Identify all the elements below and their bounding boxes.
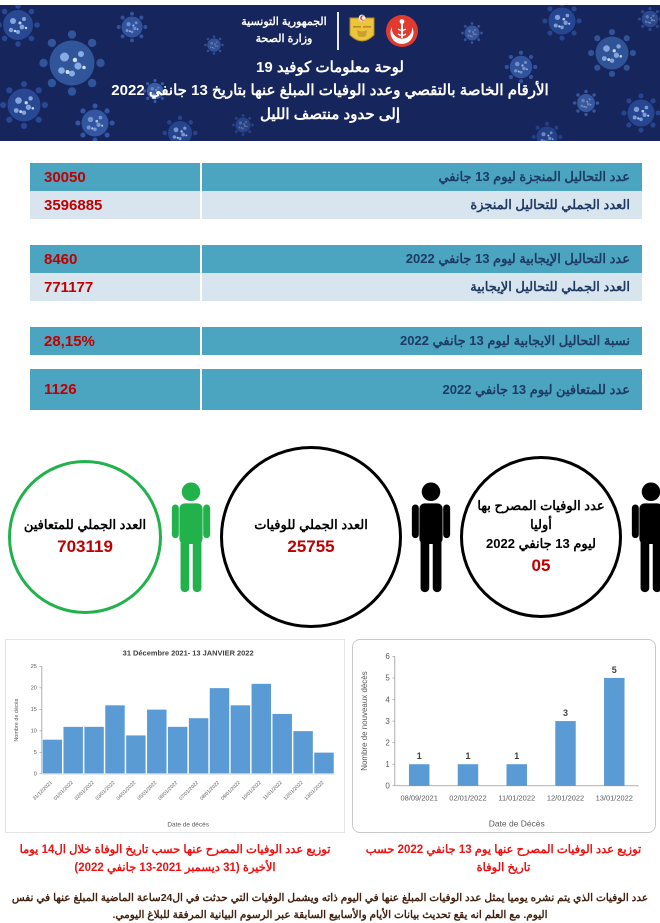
- recovered-total-circle: [8, 460, 162, 614]
- svg-text:11/01/2022: 11/01/2022: [262, 780, 284, 802]
- brand-row: [0, 5, 660, 50]
- svg-text:03/01/2022: 03/01/2022: [95, 780, 117, 802]
- circle-label-line2: أوليا: [530, 517, 552, 533]
- new-deaths-bar-chart: [352, 639, 656, 833]
- svg-text:05/01/2022: 05/01/2022: [137, 780, 159, 802]
- svg-text:31 Décembre 2021- 13 JANVIER 2: 31 Décembre 2021- 13 JANVIER 2022: [122, 648, 254, 658]
- government-line1: الجمهورية التونسية: [241, 15, 327, 28]
- svg-text:12/01/2022: 12/01/2022: [283, 780, 305, 802]
- svg-text:1: 1: [417, 751, 423, 762]
- positive-group: [30, 245, 642, 301]
- charts-section: [5, 639, 656, 833]
- svg-text:5: 5: [385, 673, 391, 683]
- svg-text:12/01/2022: 12/01/2022: [547, 793, 585, 803]
- deaths-total-circle: [220, 446, 402, 628]
- svg-text:0: 0: [385, 781, 391, 791]
- svg-text:31/12/2021: 31/12/2021: [32, 780, 54, 802]
- divider: [337, 12, 339, 50]
- stat-row-positive-daily: [30, 245, 642, 273]
- stat-row-tests-total: [30, 191, 642, 219]
- svg-text:Nombre de nouveaux décès: Nombre de nouveaux décès: [360, 671, 370, 771]
- svg-text:08/09/2021: 08/09/2021: [400, 793, 439, 803]
- svg-text:3: 3: [563, 708, 569, 719]
- totals-pictogram-section: [6, 444, 654, 629]
- svg-text:0: 0: [33, 771, 37, 778]
- government-line2: وزارة الصحة: [255, 33, 313, 45]
- stat-row-positivity-rate: [30, 327, 642, 355]
- svg-text:06/01/2022: 06/01/2022: [157, 780, 180, 802]
- stat-row-positive-total: [30, 273, 642, 301]
- svg-text:20: 20: [30, 685, 37, 692]
- stat-value: 771177: [30, 273, 202, 301]
- stat-value: 28,15%: [30, 327, 202, 355]
- title-line-1: لوحة معلومات كوفيد 19: [256, 59, 404, 76]
- svg-text:4: 4: [385, 695, 391, 705]
- svg-text:5: 5: [33, 750, 37, 757]
- stat-row-tests-daily: [30, 163, 642, 191]
- stat-label: عدد التحاليل الإيجابية ليوم 13 جانفي 2022: [405, 251, 630, 266]
- person-black-icon: [402, 463, 460, 611]
- recovered-group: [30, 369, 642, 410]
- svg-text:04/01/2022: 04/01/2022: [116, 780, 138, 802]
- right-chart-caption: توزيع عدد الوفيات المصرح عنها يوم 13 جانفي 2022 حسب تاريخ الوفاة: [365, 844, 642, 875]
- circle-label: العدد الجملي للوفيات: [254, 517, 368, 533]
- svg-text:2: 2: [385, 738, 391, 748]
- statistics-section: [30, 163, 642, 410]
- stat-label: عدد التحاليل المنجزة ليوم 13 جانفي: [438, 169, 630, 184]
- stat-value: 8460: [30, 245, 202, 273]
- ministry-of-health-logo-icon: [385, 14, 419, 48]
- svg-text:1: 1: [465, 751, 471, 762]
- header-banner: [0, 5, 660, 141]
- deaths-declared-circle: [460, 456, 622, 618]
- title-line-2: الأرقام الخاصة بالتقصي وعدد الوفيات المبلغ عنها بتاريخ 13 جانفي 2022: [111, 82, 549, 100]
- svg-text:09/01/2022: 09/01/2022: [220, 780, 242, 802]
- person-black-icon: [622, 463, 660, 611]
- stat-value: 30050: [30, 163, 202, 191]
- svg-text:5: 5: [612, 664, 618, 675]
- svg-text:Date de décès: Date de décès: [167, 821, 209, 829]
- svg-text:25: 25: [30, 664, 37, 671]
- person-green-icon: [162, 461, 220, 613]
- stat-label: نسبة التحاليل الايجابية ليوم 13 جانفي 2022: [400, 333, 630, 348]
- svg-text:13/01/2022: 13/01/2022: [304, 780, 326, 802]
- svg-text:1: 1: [514, 751, 520, 762]
- svg-text:Nombre de décès: Nombre de décès: [13, 698, 20, 742]
- tunisia-coat-of-arms-icon: [349, 14, 375, 48]
- government-title: [241, 14, 326, 48]
- left-chart-caption: توزيع عدد الوفيات المصرح عنها حسب تاريخ الوفاة خلال ال14 يوما الأخيرة (31 ديسمبر 2021-13 جانفي 2022): [19, 844, 331, 875]
- circle-value: 05: [531, 555, 551, 575]
- chart-captions: [5, 841, 656, 878]
- svg-text:07/01/2022: 07/01/2022: [178, 780, 201, 802]
- circle-label-line3: ليوم 13 جانفي 2022: [486, 535, 596, 551]
- stat-label: عدد للمتعافين ليوم 13 جانفي 2022: [442, 381, 630, 397]
- svg-text:1: 1: [385, 759, 391, 769]
- stat-label: العدد الجملي للتحاليل الإيجابية: [470, 279, 630, 294]
- title-line-3: إلى حدود منتصف الليل: [259, 105, 401, 123]
- svg-text:10: 10: [30, 728, 37, 735]
- svg-text:15: 15: [30, 707, 37, 714]
- svg-text:02/01/2022: 02/01/2022: [449, 793, 488, 803]
- footer-note: عدد الوفيات الذي يتم نشره يوميا يمثل عدد الوفيات المبلغ عنها في اليوم ذاته ويشمل الوفيات التي حدثت في ال24ساعة الماضية المبلغ عنها في نفس اليوم. مع العلم انه يقع تحديث بيانات الأيام والأسابيع السابقة عبر الرسوم البيانية المرفقة للبلاغ اليومي.: [11, 891, 649, 921]
- svg-text:13/01/2022: 13/01/2022: [596, 793, 634, 803]
- svg-text:Date de Décès: Date de Décès: [489, 818, 546, 829]
- tests-group: [30, 163, 642, 219]
- circle-value: 25755: [287, 536, 335, 556]
- svg-text:01/01/2022: 01/01/2022: [53, 780, 75, 802]
- positivity-rate-group: [30, 327, 642, 355]
- svg-text:08/01/2022: 08/01/2022: [199, 780, 221, 802]
- stat-value: 3596885: [30, 191, 202, 219]
- dashboard-title: [0, 56, 660, 126]
- svg-text:3: 3: [385, 716, 391, 726]
- svg-text:6: 6: [385, 652, 391, 662]
- svg-text:10/01/2022: 10/01/2022: [241, 780, 263, 802]
- stat-value: 1126: [30, 369, 202, 410]
- circle-value: 703119: [57, 536, 113, 556]
- svg-text:02/01/2022: 02/01/2022: [74, 780, 96, 802]
- deaths-by-date-histogram: [5, 639, 345, 833]
- stat-label: العدد الجملي للتحاليل المنجزة: [470, 197, 630, 212]
- circle-label: العدد الجملي للمتعافين: [23, 517, 147, 533]
- stat-row-recovered-daily: [30, 369, 642, 410]
- circle-label-line1: عدد الوفيات المصرح بها: [477, 498, 605, 514]
- svg-text:11/01/2022: 11/01/2022: [498, 793, 536, 803]
